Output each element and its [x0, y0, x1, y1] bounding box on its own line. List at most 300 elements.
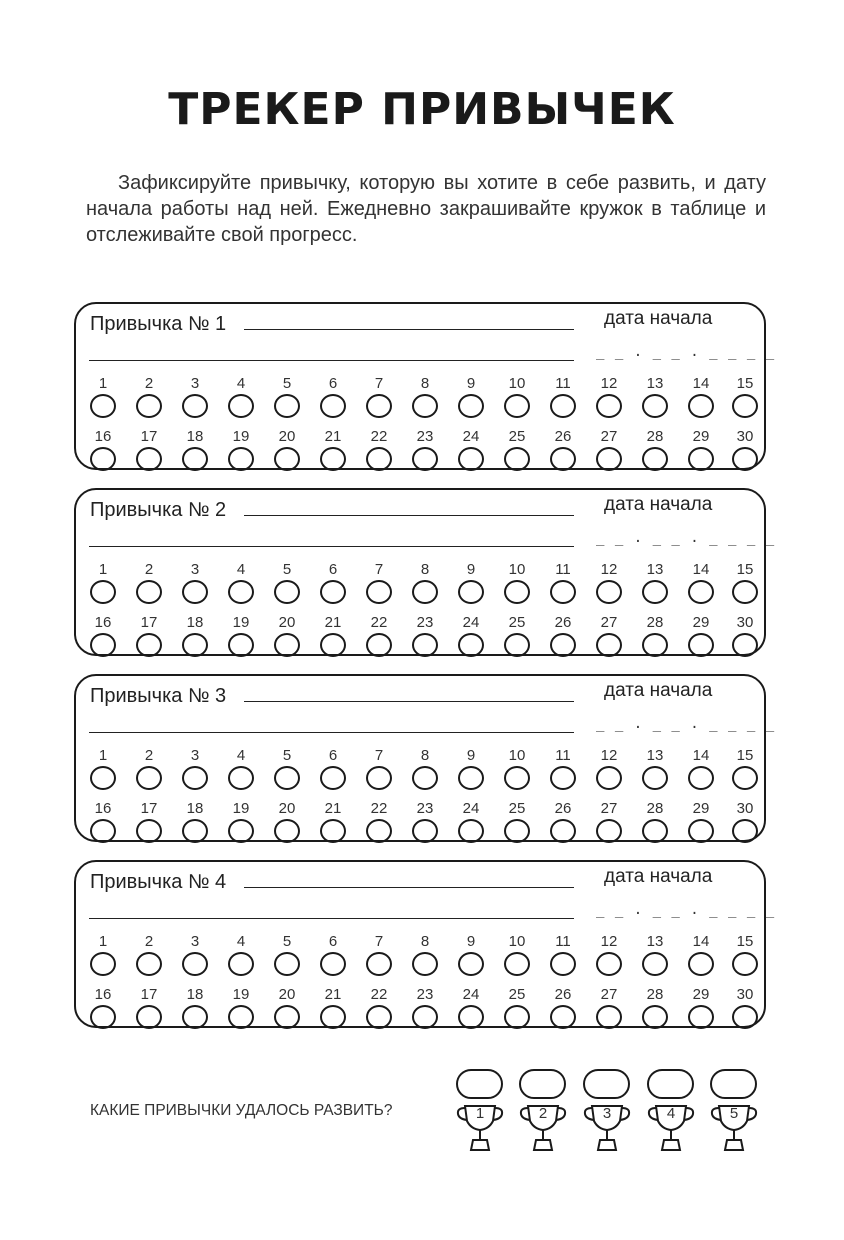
- day-cell[interactable]: [228, 801, 254, 847]
- day-circle[interactable]: [320, 952, 346, 976]
- day-cell[interactable]: [136, 801, 162, 847]
- day-circle[interactable]: [550, 447, 576, 471]
- day-cell[interactable]: [596, 934, 622, 980]
- start-date-field[interactable]: _ _ . _ _ . _ _ _ _: [596, 344, 776, 360]
- day-number: 28: [646, 614, 664, 631]
- day-circle[interactable]: [412, 394, 438, 418]
- day-number: 4: [236, 561, 246, 578]
- day-number: 30: [736, 800, 754, 817]
- day-circle[interactable]: [274, 819, 300, 843]
- day-cell[interactable]: [412, 562, 438, 608]
- day-circle[interactable]: [596, 580, 622, 604]
- day-circle[interactable]: [228, 580, 254, 604]
- day-circle[interactable]: [458, 766, 484, 790]
- day-circle[interactable]: [596, 447, 622, 471]
- habit-name-line-2[interactable]: [89, 732, 574, 733]
- day-number: 25: [508, 986, 526, 1003]
- day-circle[interactable]: [136, 766, 162, 790]
- day-cell[interactable]: [688, 748, 714, 794]
- day-circle[interactable]: [366, 447, 392, 471]
- day-cell[interactable]: [320, 376, 346, 422]
- day-circle[interactable]: [366, 819, 392, 843]
- day-circle[interactable]: [642, 766, 668, 790]
- day-circle[interactable]: [228, 447, 254, 471]
- day-circle[interactable]: [458, 447, 484, 471]
- day-circle[interactable]: [732, 633, 758, 657]
- day-circle[interactable]: [458, 633, 484, 657]
- day-cell[interactable]: [136, 429, 162, 475]
- day-circle[interactable]: [228, 819, 254, 843]
- day-number: 14: [692, 747, 710, 764]
- day-cell[interactable]: [136, 562, 162, 608]
- day-cell[interactable]: [550, 934, 576, 980]
- day-cell[interactable]: [136, 615, 162, 661]
- day-number: 9: [466, 933, 476, 950]
- day-cell[interactable]: [182, 562, 208, 608]
- day-number: 17: [140, 428, 158, 445]
- day-circle[interactable]: [320, 447, 346, 471]
- day-circle[interactable]: [688, 633, 714, 657]
- day-cell[interactable]: [228, 615, 254, 661]
- day-circle[interactable]: [458, 394, 484, 418]
- day-cell[interactable]: [182, 429, 208, 475]
- day-circle[interactable]: [504, 394, 530, 418]
- day-number: 27: [600, 428, 618, 445]
- day-circle[interactable]: [412, 952, 438, 976]
- day-number: 28: [646, 428, 664, 445]
- day-circle[interactable]: [320, 633, 346, 657]
- day-cell[interactable]: [688, 987, 714, 1033]
- day-circle[interactable]: [688, 766, 714, 790]
- day-circle[interactable]: [550, 952, 576, 976]
- day-cell[interactable]: [732, 987, 758, 1033]
- habit-label: Привычка № 2: [90, 499, 227, 521]
- day-cell[interactable]: [366, 987, 392, 1033]
- day-number: 29: [692, 614, 710, 631]
- day-circle[interactable]: [732, 447, 758, 471]
- day-cell[interactable]: [274, 562, 300, 608]
- day-circle[interactable]: [642, 819, 668, 843]
- day-circle[interactable]: [412, 633, 438, 657]
- day-circle[interactable]: [458, 580, 484, 604]
- day-cell[interactable]: [412, 429, 438, 475]
- day-cell[interactable]: [458, 615, 484, 661]
- day-number: 29: [692, 986, 710, 1003]
- start-date-field[interactable]: _ _ . _ _ . _ _ _ _: [596, 716, 776, 732]
- day-cell[interactable]: [274, 987, 300, 1033]
- day-cell[interactable]: [412, 801, 438, 847]
- day-circle[interactable]: [90, 952, 116, 976]
- day-cell[interactable]: [596, 987, 622, 1033]
- day-cell[interactable]: [688, 615, 714, 661]
- day-circle[interactable]: [458, 819, 484, 843]
- day-cell[interactable]: [320, 429, 346, 475]
- day-cell[interactable]: [504, 376, 530, 422]
- day-number: 22: [370, 800, 388, 817]
- day-cell[interactable]: [458, 934, 484, 980]
- day-circle[interactable]: [596, 766, 622, 790]
- day-number: 12: [600, 747, 618, 764]
- habit-name-line[interactable]: [244, 887, 574, 888]
- day-cell[interactable]: [732, 429, 758, 475]
- day-cell[interactable]: [458, 429, 484, 475]
- day-circle[interactable]: [228, 766, 254, 790]
- day-cell[interactable]: [320, 615, 346, 661]
- day-circle[interactable]: [550, 580, 576, 604]
- day-cell[interactable]: [412, 615, 438, 661]
- day-cell[interactable]: [274, 615, 300, 661]
- day-cell[interactable]: [550, 748, 576, 794]
- day-cell[interactable]: [732, 615, 758, 661]
- day-cell[interactable]: [320, 748, 346, 794]
- day-circle[interactable]: [136, 447, 162, 471]
- day-cell[interactable]: [228, 748, 254, 794]
- day-cell[interactable]: [366, 615, 392, 661]
- day-number: 30: [736, 428, 754, 445]
- day-number: 27: [600, 800, 618, 817]
- day-cell[interactable]: [596, 801, 622, 847]
- day-circle[interactable]: [596, 819, 622, 843]
- day-number: 13: [646, 561, 664, 578]
- day-cell[interactable]: [642, 801, 668, 847]
- day-cell[interactable]: [136, 987, 162, 1033]
- day-circle[interactable]: [366, 766, 392, 790]
- day-cell[interactable]: [274, 376, 300, 422]
- day-circle[interactable]: [642, 1005, 668, 1029]
- day-circle[interactable]: [504, 1005, 530, 1029]
- day-circle[interactable]: [136, 633, 162, 657]
- day-cell[interactable]: [366, 934, 392, 980]
- day-cell[interactable]: [90, 748, 116, 794]
- day-circle[interactable]: [228, 1005, 254, 1029]
- day-number: 4: [236, 747, 246, 764]
- day-number: 16: [94, 614, 112, 631]
- trophy-number: 3: [602, 1105, 612, 1122]
- day-circle[interactable]: [274, 394, 300, 418]
- day-circle[interactable]: [182, 766, 208, 790]
- day-circle[interactable]: [320, 580, 346, 604]
- day-cell[interactable]: [366, 562, 392, 608]
- day-circle[interactable]: [90, 766, 116, 790]
- day-cell[interactable]: [320, 934, 346, 980]
- habit-name-line[interactable]: [244, 329, 574, 330]
- day-circle[interactable]: [688, 447, 714, 471]
- day-circle[interactable]: [90, 633, 116, 657]
- day-circle[interactable]: [642, 580, 668, 604]
- day-circle[interactable]: [136, 952, 162, 976]
- day-circle[interactable]: [504, 952, 530, 976]
- day-cell[interactable]: [228, 987, 254, 1033]
- day-cell[interactable]: [504, 562, 530, 608]
- day-cell[interactable]: [90, 615, 116, 661]
- day-circle[interactable]: [642, 394, 668, 418]
- day-cell[interactable]: [90, 987, 116, 1033]
- day-cell[interactable]: [732, 562, 758, 608]
- day-cell[interactable]: [274, 748, 300, 794]
- day-cell[interactable]: [412, 934, 438, 980]
- day-cell[interactable]: [136, 748, 162, 794]
- day-cell[interactable]: [182, 987, 208, 1033]
- day-number: 13: [646, 375, 664, 392]
- day-number: 7: [374, 747, 384, 764]
- day-cell[interactable]: [274, 429, 300, 475]
- day-circle[interactable]: [228, 394, 254, 418]
- day-number: 11: [555, 375, 571, 392]
- day-number: 23: [416, 800, 434, 817]
- habit-card-3: [74, 674, 776, 842]
- day-circle[interactable]: [182, 633, 208, 657]
- day-circle[interactable]: [320, 766, 346, 790]
- day-cell[interactable]: [732, 801, 758, 847]
- day-number: 9: [466, 747, 476, 764]
- start-date-field[interactable]: _ _ . _ _ . _ _ _ _: [596, 902, 776, 918]
- day-cell[interactable]: [688, 429, 714, 475]
- day-circle[interactable]: [274, 952, 300, 976]
- day-circle[interactable]: [732, 766, 758, 790]
- day-cell[interactable]: [136, 376, 162, 422]
- day-cell[interactable]: [550, 615, 576, 661]
- day-cell[interactable]: [366, 801, 392, 847]
- day-cell[interactable]: [458, 801, 484, 847]
- day-number: 20: [278, 986, 296, 1003]
- day-cell[interactable]: [732, 934, 758, 980]
- day-cell[interactable]: [90, 429, 116, 475]
- day-circle[interactable]: [688, 1005, 714, 1029]
- habit-name-line-2[interactable]: [89, 546, 574, 547]
- day-cell[interactable]: [458, 376, 484, 422]
- day-circle[interactable]: [550, 819, 576, 843]
- day-circle[interactable]: [90, 1005, 116, 1029]
- day-circle[interactable]: [366, 633, 392, 657]
- day-number: 2: [144, 561, 154, 578]
- day-cell[interactable]: [274, 934, 300, 980]
- day-circle[interactable]: [642, 447, 668, 471]
- day-cell[interactable]: [412, 748, 438, 794]
- day-cell[interactable]: [642, 748, 668, 794]
- day-circle[interactable]: [550, 633, 576, 657]
- day-circle[interactable]: [90, 819, 116, 843]
- day-circle[interactable]: [182, 952, 208, 976]
- day-circle[interactable]: [504, 633, 530, 657]
- day-cell[interactable]: [642, 615, 668, 661]
- day-circle[interactable]: [732, 580, 758, 604]
- day-cell[interactable]: [504, 429, 530, 475]
- day-circle[interactable]: [596, 952, 622, 976]
- day-cell[interactable]: [732, 748, 758, 794]
- day-number: 17: [140, 800, 158, 817]
- day-cell[interactable]: [504, 987, 530, 1033]
- day-circle[interactable]: [182, 447, 208, 471]
- day-number: 16: [94, 986, 112, 1003]
- day-cell[interactable]: [458, 562, 484, 608]
- habit-name-line-2[interactable]: [89, 360, 574, 361]
- day-cell[interactable]: [596, 429, 622, 475]
- day-circle[interactable]: [688, 952, 714, 976]
- day-cell[interactable]: [688, 376, 714, 422]
- day-cell[interactable]: [642, 934, 668, 980]
- day-cell[interactable]: [596, 615, 622, 661]
- day-number: 27: [600, 614, 618, 631]
- day-circle[interactable]: [688, 819, 714, 843]
- trophy-5: [709, 1069, 759, 1153]
- day-circle[interactable]: [228, 952, 254, 976]
- day-cell[interactable]: [504, 615, 530, 661]
- habit-label: Привычка № 4: [90, 871, 227, 893]
- day-circle[interactable]: [320, 819, 346, 843]
- day-cell[interactable]: [228, 429, 254, 475]
- day-circle[interactable]: [274, 580, 300, 604]
- day-circle[interactable]: [274, 447, 300, 471]
- day-cell[interactable]: [366, 748, 392, 794]
- day-circle[interactable]: [274, 633, 300, 657]
- day-cell[interactable]: [90, 376, 116, 422]
- day-cell[interactable]: [642, 376, 668, 422]
- day-circle[interactable]: [136, 1005, 162, 1029]
- day-cell[interactable]: [412, 376, 438, 422]
- day-cell[interactable]: [688, 934, 714, 980]
- day-circle[interactable]: [596, 1005, 622, 1029]
- day-circle[interactable]: [688, 394, 714, 418]
- day-number: 24: [462, 428, 480, 445]
- day-cell[interactable]: [274, 801, 300, 847]
- day-circle[interactable]: [688, 580, 714, 604]
- day-number: 27: [600, 986, 618, 1003]
- day-circle[interactable]: [732, 952, 758, 976]
- day-circle[interactable]: [366, 952, 392, 976]
- day-circle[interactable]: [732, 1005, 758, 1029]
- habit-name-line-2[interactable]: [89, 918, 574, 919]
- day-number: 24: [462, 800, 480, 817]
- day-circle[interactable]: [182, 580, 208, 604]
- day-circle[interactable]: [504, 580, 530, 604]
- day-cell[interactable]: [550, 987, 576, 1033]
- day-circle[interactable]: [90, 447, 116, 471]
- day-cell[interactable]: [458, 987, 484, 1033]
- day-circle[interactable]: [642, 633, 668, 657]
- day-cell[interactable]: [688, 562, 714, 608]
- day-cell[interactable]: [366, 376, 392, 422]
- day-circle[interactable]: [412, 766, 438, 790]
- day-number: 29: [692, 800, 710, 817]
- day-cell[interactable]: [90, 801, 116, 847]
- day-cell[interactable]: [504, 934, 530, 980]
- day-circle[interactable]: [136, 394, 162, 418]
- day-cell[interactable]: [642, 987, 668, 1033]
- day-number: 24: [462, 986, 480, 1003]
- day-cell[interactable]: [550, 429, 576, 475]
- day-cell[interactable]: [688, 801, 714, 847]
- day-circle[interactable]: [366, 1005, 392, 1029]
- day-circle[interactable]: [504, 766, 530, 790]
- day-circle[interactable]: [504, 447, 530, 471]
- day-circle[interactable]: [412, 580, 438, 604]
- day-cell[interactable]: [504, 748, 530, 794]
- day-number: 19: [232, 614, 250, 631]
- day-cell[interactable]: [596, 562, 622, 608]
- habit-name-line[interactable]: [244, 701, 574, 702]
- day-circle[interactable]: [366, 394, 392, 418]
- habit-label: Привычка № 1: [90, 313, 227, 335]
- day-cell[interactable]: [182, 934, 208, 980]
- day-cell[interactable]: [182, 801, 208, 847]
- day-cell[interactable]: [366, 429, 392, 475]
- day-circle[interactable]: [320, 394, 346, 418]
- day-cell[interactable]: [642, 562, 668, 608]
- day-cell[interactable]: [596, 748, 622, 794]
- day-cell[interactable]: [182, 376, 208, 422]
- day-circle[interactable]: [228, 633, 254, 657]
- day-cell[interactable]: [550, 562, 576, 608]
- day-cell[interactable]: [550, 801, 576, 847]
- day-cell[interactable]: [596, 376, 622, 422]
- day-circle[interactable]: [182, 394, 208, 418]
- day-circle[interactable]: [136, 819, 162, 843]
- day-cell[interactable]: [320, 987, 346, 1033]
- trophy-number: 4: [666, 1105, 676, 1122]
- day-cell[interactable]: [550, 376, 576, 422]
- day-circle[interactable]: [274, 1005, 300, 1029]
- day-circle[interactable]: [182, 1005, 208, 1029]
- day-circle[interactable]: [550, 394, 576, 418]
- day-cell[interactable]: [412, 987, 438, 1033]
- day-circle[interactable]: [90, 394, 116, 418]
- day-circle[interactable]: [136, 580, 162, 604]
- day-circle[interactable]: [732, 394, 758, 418]
- habit-card-1: [74, 302, 776, 470]
- day-circle[interactable]: [596, 633, 622, 657]
- day-cell[interactable]: [320, 801, 346, 847]
- day-cell[interactable]: [182, 615, 208, 661]
- day-cell[interactable]: [228, 562, 254, 608]
- day-cell[interactable]: [732, 376, 758, 422]
- day-cell[interactable]: [228, 376, 254, 422]
- day-cell[interactable]: [136, 934, 162, 980]
- day-cell[interactable]: [90, 562, 116, 608]
- day-circle[interactable]: [550, 1005, 576, 1029]
- day-circle[interactable]: [458, 1005, 484, 1029]
- intro-text: [86, 170, 766, 248]
- day-cell[interactable]: [228, 934, 254, 980]
- day-cell[interactable]: [642, 429, 668, 475]
- day-number: 5: [282, 375, 292, 392]
- day-number: 5: [282, 561, 292, 578]
- day-number: 15: [736, 933, 754, 950]
- day-circle[interactable]: [90, 580, 116, 604]
- day-number: 10: [508, 747, 526, 764]
- day-number: 17: [140, 986, 158, 1003]
- day-circle[interactable]: [642, 952, 668, 976]
- day-circle[interactable]: [412, 819, 438, 843]
- day-circle[interactable]: [732, 819, 758, 843]
- day-circle[interactable]: [550, 766, 576, 790]
- day-circle[interactable]: [596, 394, 622, 418]
- day-circle[interactable]: [366, 580, 392, 604]
- day-cell[interactable]: [504, 801, 530, 847]
- day-cell[interactable]: [182, 748, 208, 794]
- day-circle[interactable]: [274, 766, 300, 790]
- day-circle[interactable]: [412, 1005, 438, 1029]
- day-cell[interactable]: [458, 748, 484, 794]
- day-circle[interactable]: [182, 819, 208, 843]
- day-circle[interactable]: [320, 1005, 346, 1029]
- day-circle[interactable]: [458, 952, 484, 976]
- habit-name-line[interactable]: [244, 515, 574, 516]
- day-cell[interactable]: [320, 562, 346, 608]
- day-circle[interactable]: [504, 819, 530, 843]
- day-cell[interactable]: [90, 934, 116, 980]
- start-date-field[interactable]: _ _ . _ _ . _ _ _ _: [596, 530, 776, 546]
- day-circle[interactable]: [412, 447, 438, 471]
